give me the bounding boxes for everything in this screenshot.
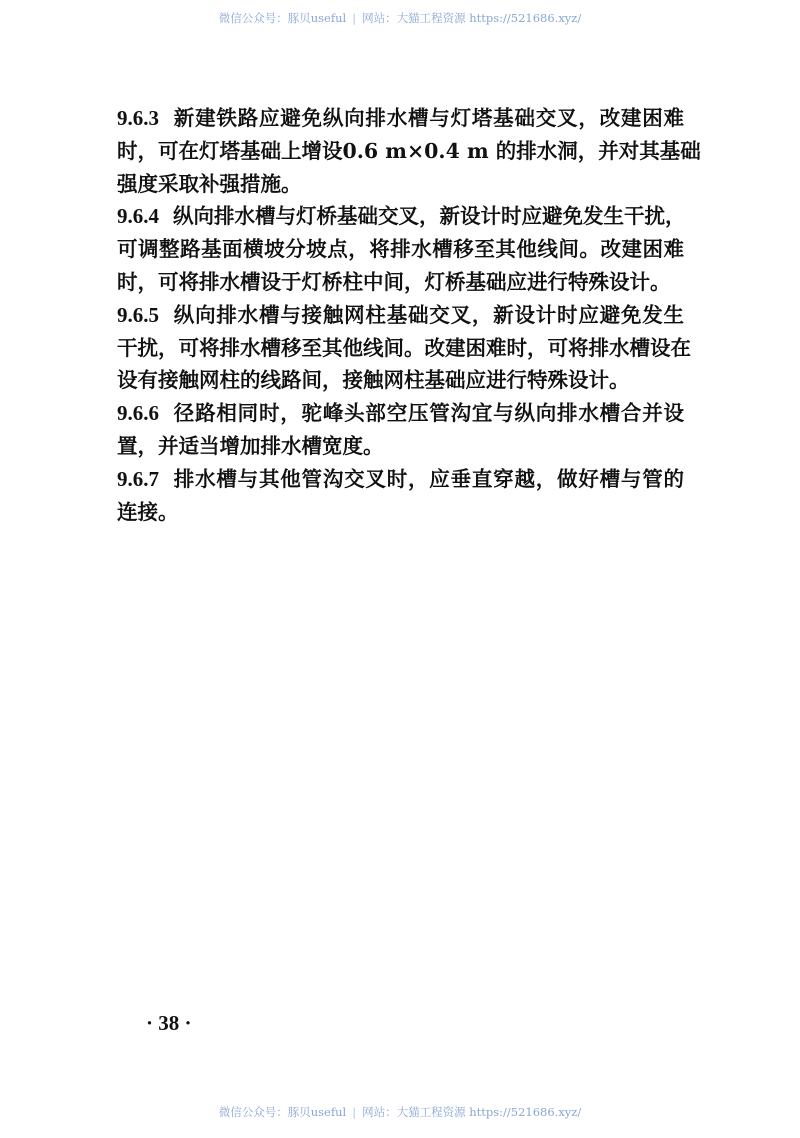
watermark-footer xyxy=(0,1104,800,1120)
clause-number: 9.6.6 xyxy=(117,401,159,426)
clause-9-6-6 xyxy=(117,397,684,463)
clause-text: 干扰，可将排水槽移至其他线间。改建困难时，可将排水槽设在 xyxy=(117,335,691,360)
document-body xyxy=(117,102,701,528)
clause-line xyxy=(117,266,684,299)
clause-9-6-3 xyxy=(117,102,701,200)
clause-line xyxy=(117,397,684,430)
watermark-site: 网站：大猫工程资源 https://521686.xyz/ xyxy=(362,1105,582,1119)
clause-text: 径路相同时，驼峰头部空压管沟宜与纵向排水槽合并设 xyxy=(173,401,684,426)
clause-9-6-7 xyxy=(117,463,684,529)
page-number: · 38 · xyxy=(146,1011,192,1035)
clause-number: 9.6.7 xyxy=(117,466,159,491)
clause-line xyxy=(117,332,691,365)
clause-line xyxy=(117,496,684,529)
clause-text: 新建铁路应避免纵向排水槽与灯塔基础交叉，改建困难 xyxy=(173,106,684,130)
clause-number: 9.6.3 xyxy=(117,106,159,130)
clause-9-6-4 xyxy=(117,200,684,298)
watermark-account: 微信公众号：豚贝useful xyxy=(218,11,347,25)
clause-text: 纵向排水槽与灯桥基础交叉，新设计时应避免发生干扰， xyxy=(173,204,686,229)
clause-text: 设有接触网柱的线路间，接触网柱基础应进行特殊设计。 xyxy=(117,368,630,393)
clause-line xyxy=(117,463,684,496)
clause-number: 9.6.4 xyxy=(117,204,159,229)
clause-text: 连接。 xyxy=(117,499,179,524)
clause-line xyxy=(117,168,684,201)
clause-text: 排水槽与其他管沟交叉时，应垂直穿越，做好槽与管的 xyxy=(173,466,684,491)
clause-line xyxy=(117,135,701,168)
watermark-separator: | xyxy=(352,11,357,25)
clause-line xyxy=(117,102,684,135)
watermark-separator: | xyxy=(352,1105,357,1119)
clause-line xyxy=(117,430,684,463)
clause-text: 置，并适当增加排水槽宽度。 xyxy=(117,433,384,458)
clause-line xyxy=(117,200,684,233)
clause-text: 时，可在灯塔基础上增设0.6 m×0.4 m 的排水洞，并对其基础 xyxy=(117,138,701,163)
clause-line xyxy=(117,364,684,397)
clause-text: 纵向排水槽与接触网柱基础交叉，新设计时应避免发生 xyxy=(173,302,684,327)
clause-text: 强度采取补强措施。 xyxy=(117,171,302,196)
watermark-account: 微信公众号：豚贝useful xyxy=(218,1105,347,1119)
clause-number: 9.6.5 xyxy=(117,302,159,327)
clause-text: 时，可将排水槽设于灯桥柱中间，灯桥基础应进行特殊设计。 xyxy=(117,269,671,294)
watermark-site: 网站：大猫工程资源 https://521686.xyz/ xyxy=(362,11,582,25)
watermark-header xyxy=(0,10,800,26)
clause-text: 可调整路基面横坡分坡点，将排水槽移至其他线间。改建困难 xyxy=(117,237,684,262)
clause-line xyxy=(117,233,684,266)
clause-line xyxy=(117,299,684,332)
clause-9-6-5 xyxy=(117,299,691,397)
